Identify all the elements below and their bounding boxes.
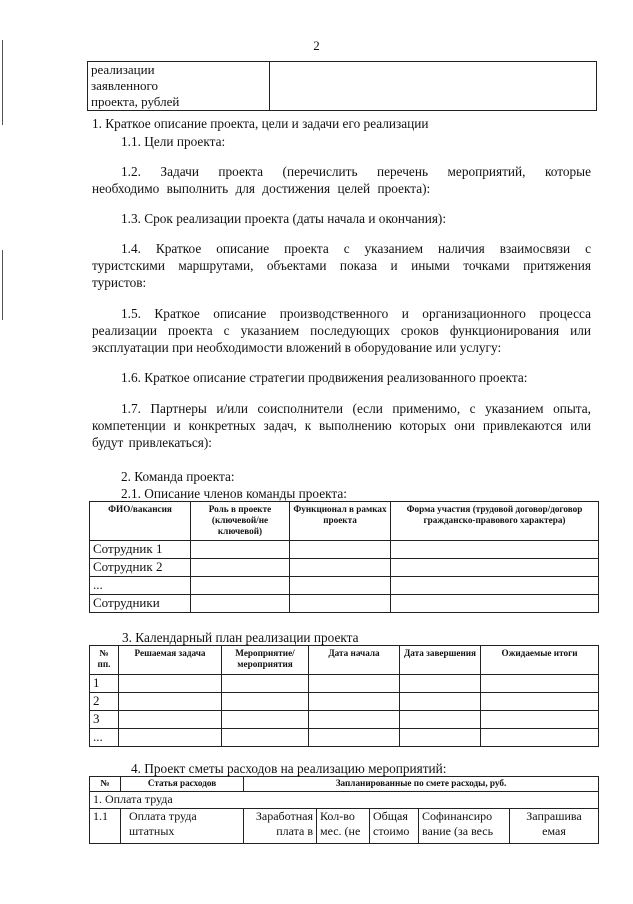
budget-cell-cofinancing: Софинансиро вание (за весь bbox=[419, 809, 510, 844]
plan-cell[interactable] bbox=[309, 729, 400, 747]
label-line-2: проекта, рублей bbox=[91, 94, 180, 109]
team-cell[interactable] bbox=[290, 559, 391, 577]
budget-row-num: 1.1 bbox=[90, 809, 121, 844]
plan-cell[interactable] bbox=[400, 693, 481, 711]
team-col-name: ФИО/вакансия bbox=[90, 502, 191, 541]
team-row-name: Сотрудник 1 bbox=[90, 541, 191, 559]
section-1-4: 1.4. Краткое описание проекта с указанием наличия взаимосвязи с туристскими маршрутами, объектами показа и иными точками притяжения туристов: bbox=[92, 241, 591, 290]
team-cell[interactable] bbox=[191, 541, 290, 559]
plan-cell[interactable] bbox=[309, 693, 400, 711]
section-1-6: 1.6. Краткое описание стратегии продвижения реализованного проекта: bbox=[121, 370, 528, 385]
budget-cell-salary: Заработная плата в bbox=[244, 809, 317, 844]
page-number: 2 bbox=[313, 38, 320, 53]
project-cost-value[interactable] bbox=[270, 62, 597, 111]
plan-col-end: Дата завершения bbox=[400, 646, 481, 675]
budget-cell-requested: Запрашива емая bbox=[510, 809, 599, 844]
team-row-name: ... bbox=[90, 577, 191, 595]
team-cell[interactable] bbox=[191, 577, 290, 595]
plan-cell[interactable] bbox=[119, 711, 222, 729]
plan-cell[interactable] bbox=[222, 693, 309, 711]
plan-col-num: № пп. bbox=[90, 646, 119, 675]
plan-col-start: Дата начала bbox=[309, 646, 400, 675]
team-cell[interactable] bbox=[191, 559, 290, 577]
budget-col-planned: Запланированные по смете расходы, руб. bbox=[244, 777, 599, 792]
section-1-5: 1.5. Краткое описание производственного и организационного процесса реализации проекта с указанием последующих сроков функционирования или эксплуатации при необходимости вложений в оборудование или услугу: bbox=[92, 306, 591, 355]
budget-table bbox=[89, 776, 599, 844]
plan-row-num: 1 bbox=[90, 675, 119, 693]
budget-group-label: 1. Оплата труда bbox=[90, 792, 599, 809]
plan-cell[interactable] bbox=[400, 729, 481, 747]
section-2-heading: 2. Команда проекта: bbox=[121, 469, 235, 484]
budget-cell-months: Кол-во мес. (не bbox=[317, 809, 370, 844]
plan-cell[interactable] bbox=[481, 675, 599, 693]
plan-row-num: ... bbox=[90, 729, 119, 747]
team-row-name: Сотрудники bbox=[90, 595, 191, 613]
team-col-function: Функционал в рамках проекта bbox=[290, 502, 391, 541]
plan-cell[interactable] bbox=[222, 729, 309, 747]
plan-row-num: 3 bbox=[90, 711, 119, 729]
section-3-heading: 3. Календарный план реализации проекта bbox=[122, 630, 359, 645]
plan-cell[interactable] bbox=[309, 711, 400, 729]
plan-cell[interactable] bbox=[481, 711, 599, 729]
team-cell[interactable] bbox=[391, 595, 599, 613]
team-cell[interactable] bbox=[391, 559, 599, 577]
section-1-7: 1.7. Партнеры и/или соисполнители (если применимо, с указанием опыта, компетенции и конкретных задач, к выполнению которых они привлекаются или будут привлекаться): bbox=[92, 401, 591, 450]
plan-cell[interactable] bbox=[309, 675, 400, 693]
section-1-heading: 1. Краткое описание проекта, цели и задачи его реализации bbox=[92, 116, 429, 131]
plan-col-event: Мероприятие/ мероприятия bbox=[222, 646, 309, 675]
scan-edge-mark bbox=[2, 250, 3, 320]
section-1-2: 1.2. Задачи проекта (перечислить перечень мероприятий, которые необходимо выполнить для достижения целей проекта): bbox=[92, 164, 591, 196]
budget-cell-total: Общая стоимо bbox=[370, 809, 419, 844]
plan-cell[interactable] bbox=[119, 675, 222, 693]
project-cost-table bbox=[87, 61, 597, 111]
team-cell[interactable] bbox=[290, 541, 391, 559]
plan-col-task: Решаемая задача bbox=[119, 646, 222, 675]
budget-col-item: Статья расходов bbox=[121, 777, 244, 792]
plan-cell[interactable] bbox=[400, 711, 481, 729]
calendar-plan-table bbox=[89, 645, 599, 747]
label-line-1: реализации заявленного bbox=[91, 62, 159, 93]
team-col-form: Форма участия (трудовой договор/договор гражданско-правового характера) bbox=[391, 502, 599, 541]
section-1-3: 1.3. Срок реализации проекта (даты начала и окончания): bbox=[121, 211, 447, 226]
plan-cell[interactable] bbox=[400, 675, 481, 693]
team-cell[interactable] bbox=[191, 595, 290, 613]
team-cell[interactable] bbox=[391, 577, 599, 595]
plan-col-results: Ожидаемые итоги bbox=[481, 646, 599, 675]
plan-cell[interactable] bbox=[119, 729, 222, 747]
team-table bbox=[89, 501, 599, 613]
plan-cell[interactable] bbox=[222, 675, 309, 693]
team-cell[interactable] bbox=[391, 541, 599, 559]
budget-col-num: № bbox=[90, 777, 121, 792]
team-col-role: Роль в проекте (ключевой/не ключевой) bbox=[191, 502, 290, 541]
team-cell[interactable] bbox=[290, 577, 391, 595]
project-cost-label bbox=[88, 62, 270, 111]
team-row-name: Сотрудник 2 bbox=[90, 559, 191, 577]
plan-row-num: 2 bbox=[90, 693, 119, 711]
section-1-1: 1.1. Цели проекта: bbox=[121, 134, 226, 149]
budget-row-item: Оплата труда штатных bbox=[121, 809, 244, 844]
plan-cell[interactable] bbox=[119, 693, 222, 711]
section-2-1: 2.1. Описание членов команды проекта: bbox=[121, 486, 347, 501]
section-4-heading: 4. Проект сметы расходов на реализацию мероприятий: bbox=[131, 761, 447, 776]
plan-cell[interactable] bbox=[481, 729, 599, 747]
team-cell[interactable] bbox=[290, 595, 391, 613]
plan-cell[interactable] bbox=[222, 711, 309, 729]
plan-cell[interactable] bbox=[481, 693, 599, 711]
